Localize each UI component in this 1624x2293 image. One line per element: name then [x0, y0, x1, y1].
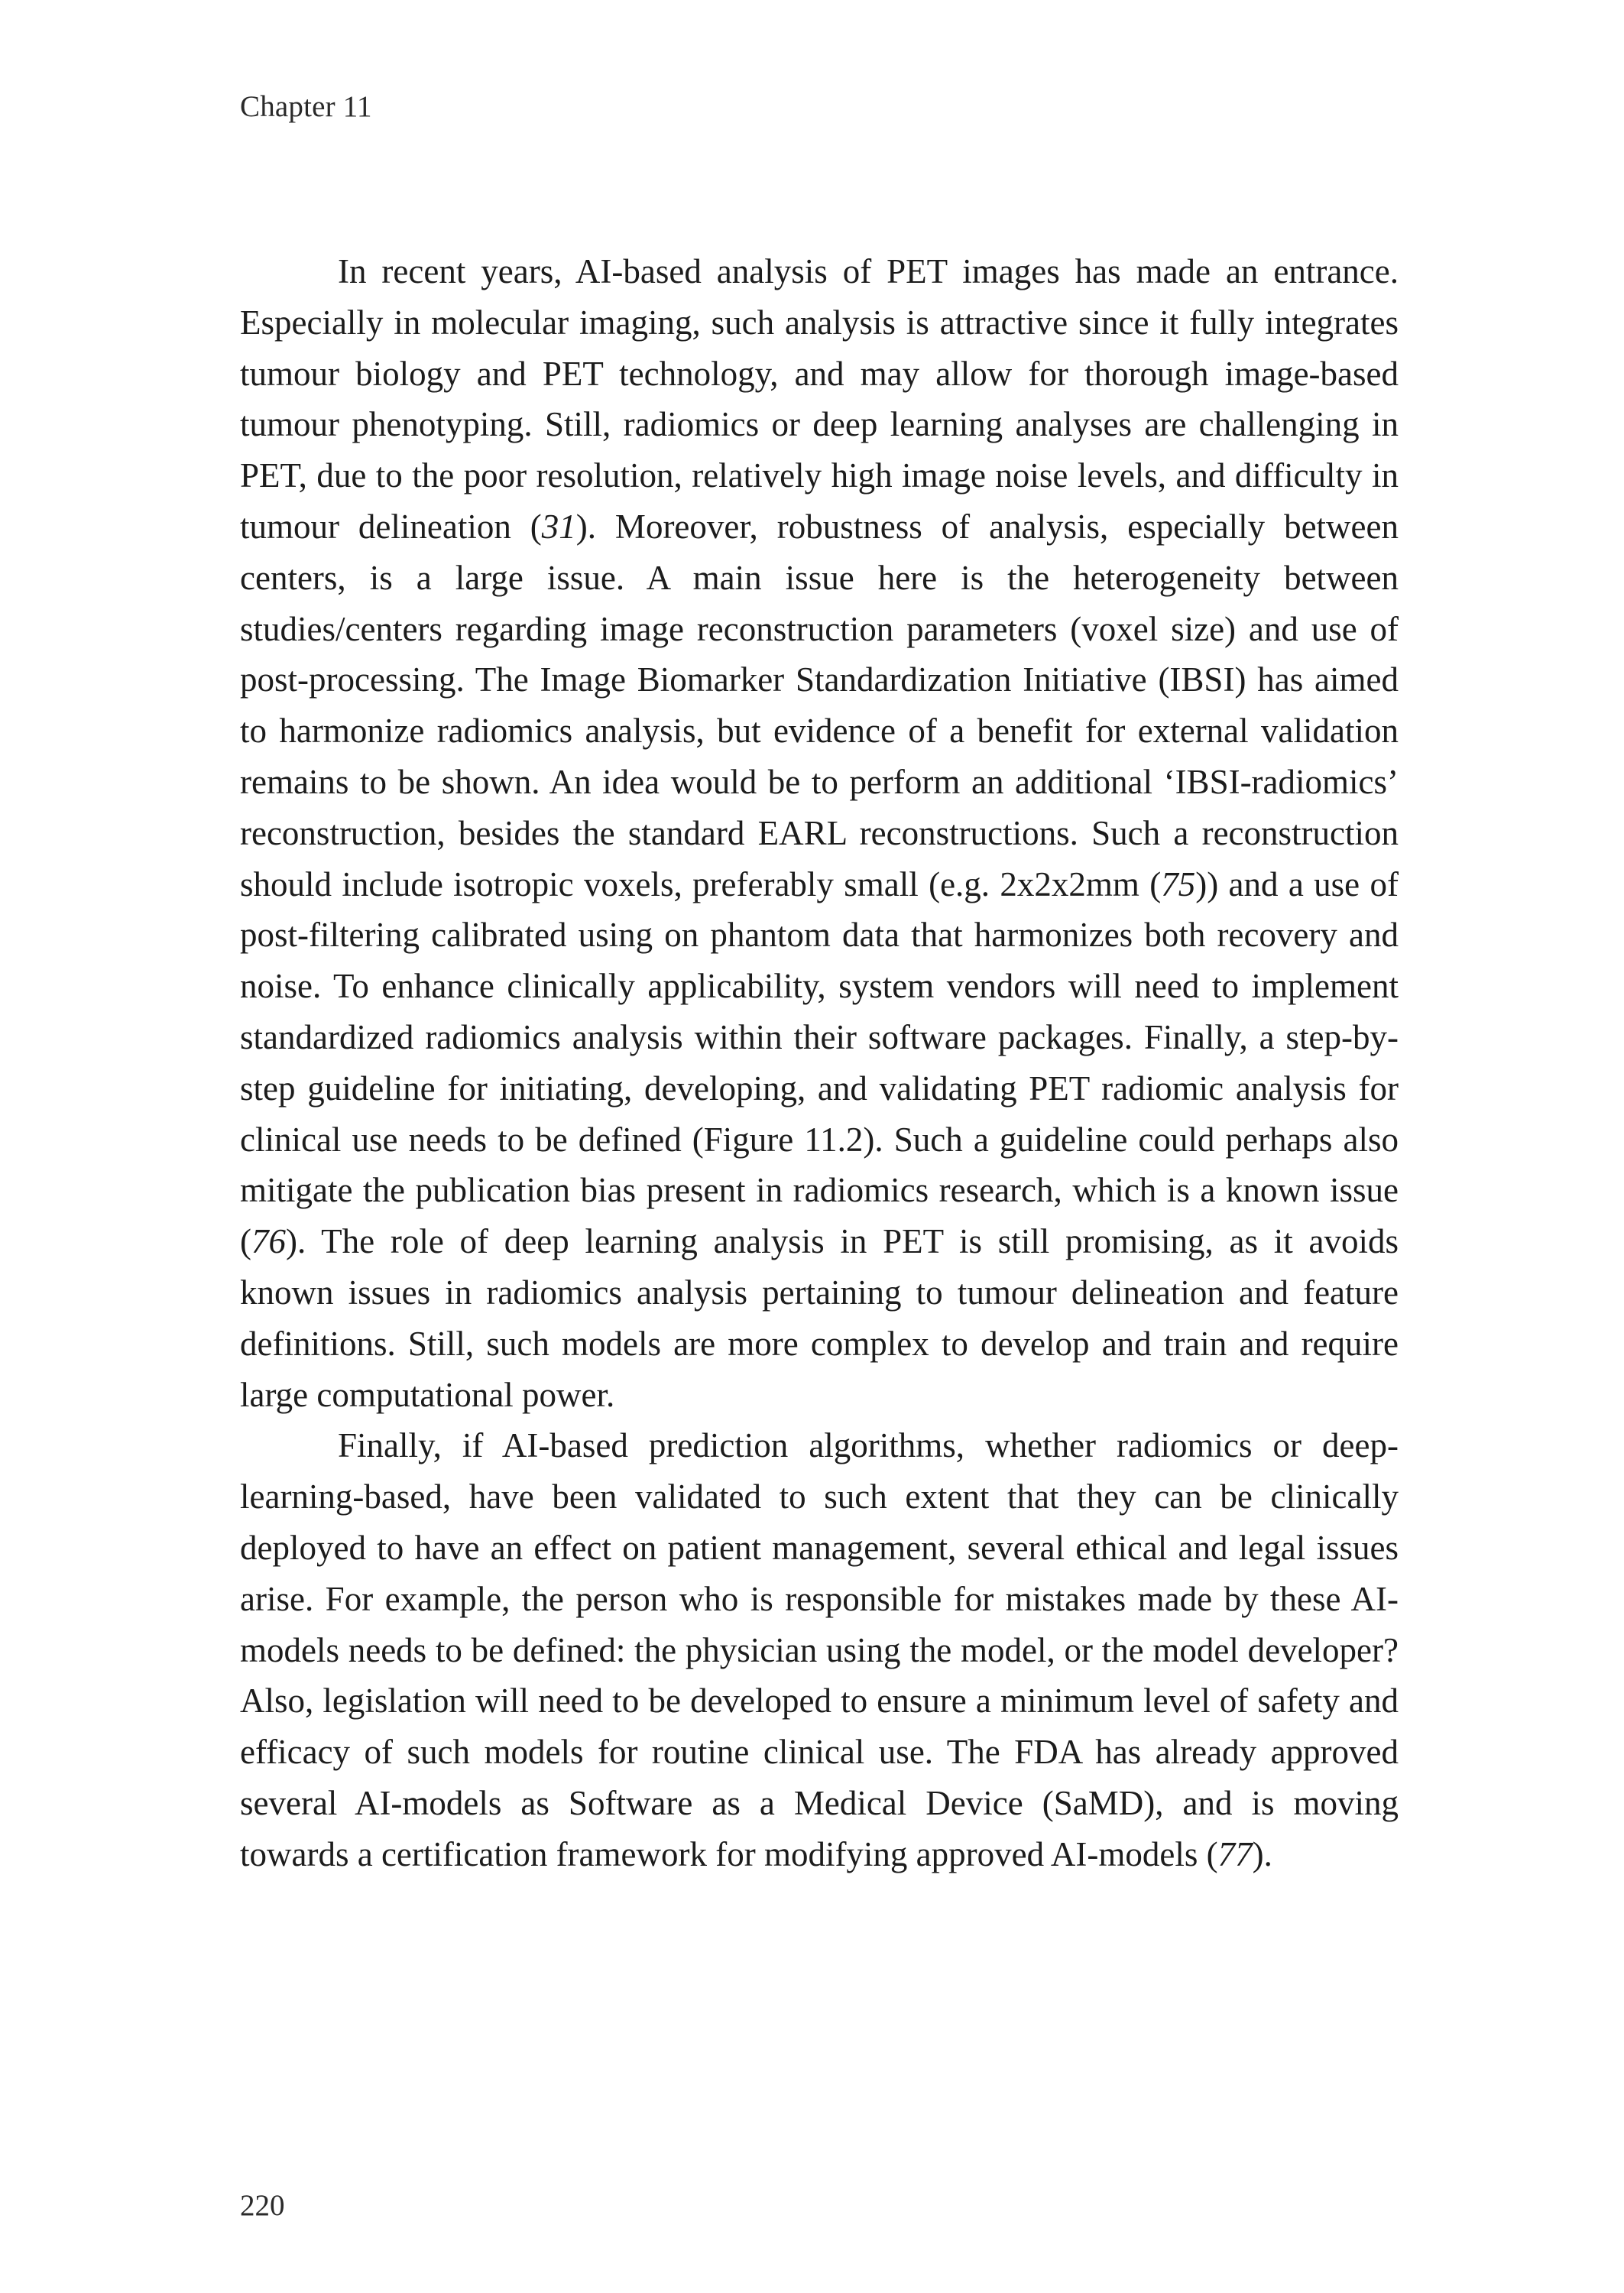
running-header-chapter: Chapter 11	[240, 90, 372, 123]
paragraph-text: ). The role of deep learning analysis in PET is still promising, as it avoids known issues in radiomics analysis pertaining to tumour delineation and feature definitions. Still, such models are more complex to develop and train and require large computational power.	[240, 1222, 1399, 1414]
citation-reference: 77	[1217, 1834, 1253, 1873]
body-text	[240, 246, 1399, 1880]
paragraph-ethical-legal-issues	[240, 1420, 1399, 1879]
paragraph-text: ).	[1252, 1834, 1272, 1873]
citation-reference: 31	[541, 507, 576, 546]
paragraph-text: ). Moreover, robustness of analysis, especially between centers, is a large issue. A main issue here is the heterogeneity between studies/centers regarding image reconstruction parameters (voxel size) and use of post-processing. The Image Biomarker Standardization Initiative (IBSI) has aimed to harmonize radiomics analysis, but evidence of a benefit for external validation remains to be shown. An idea would be to perform an additional ‘IBSI-radiomics’ reconstruction, besides the standard EARL reconstructions. Such a reconstruction should include isotropic voxels, preferably small (e.g. 2x2x2mm (	[240, 507, 1399, 903]
paragraph-ai-pet-analysis	[240, 246, 1399, 1420]
page-number: 220	[240, 2189, 285, 2222]
citation-reference: 76	[251, 1222, 286, 1261]
citation-reference: 75	[1161, 864, 1196, 903]
paragraph-text: In recent years, AI-based analysis of PET images has made an entrance. Especially in molecular imaging, such analysis is attractive since it fully integrates tumour biology and PET technology, and may allow for thorough image-based tumour phenotyping. Still, radiomics or deep learning analyses are challenging in PET, due to the poor resolution, relatively high image noise levels, and difficulty in tumour delineation (	[240, 252, 1399, 546]
paragraph-text: )) and a use of post-filtering calibrated using on phantom data that harmonizes both recovery and noise. To enhance clinically applicability, system vendors will need to implement standardized radiomics analysis within their software packages. Finally, a step-by-step guideline for initiating, developing, and validating PET radiomic analysis for clinical use needs to be defined (Figure 11.2). Such a guideline could perhaps also mitigate the publication bias present in radiomics research, which is a known issue (	[240, 864, 1399, 1261]
paragraph-text: Finally, if AI-based prediction algorithms, whether radiomics or deep-learning-based, have been validated to such extent that they can be clinically deployed to have an effect on patient management, several ethical and legal issues arise. For example, the person who is responsible for mistakes made by these AI-models needs to be defined: the physician using the model, or the model developer? Also, legislation will need to be developed to ensure a minimum level of safety and efficacy of such models for routine clinical use. The FDA has already approved several AI-models as Software as a Medical Device (SaMD), and is moving towards a certification framework for modifying approved AI-models (	[240, 1426, 1399, 1873]
